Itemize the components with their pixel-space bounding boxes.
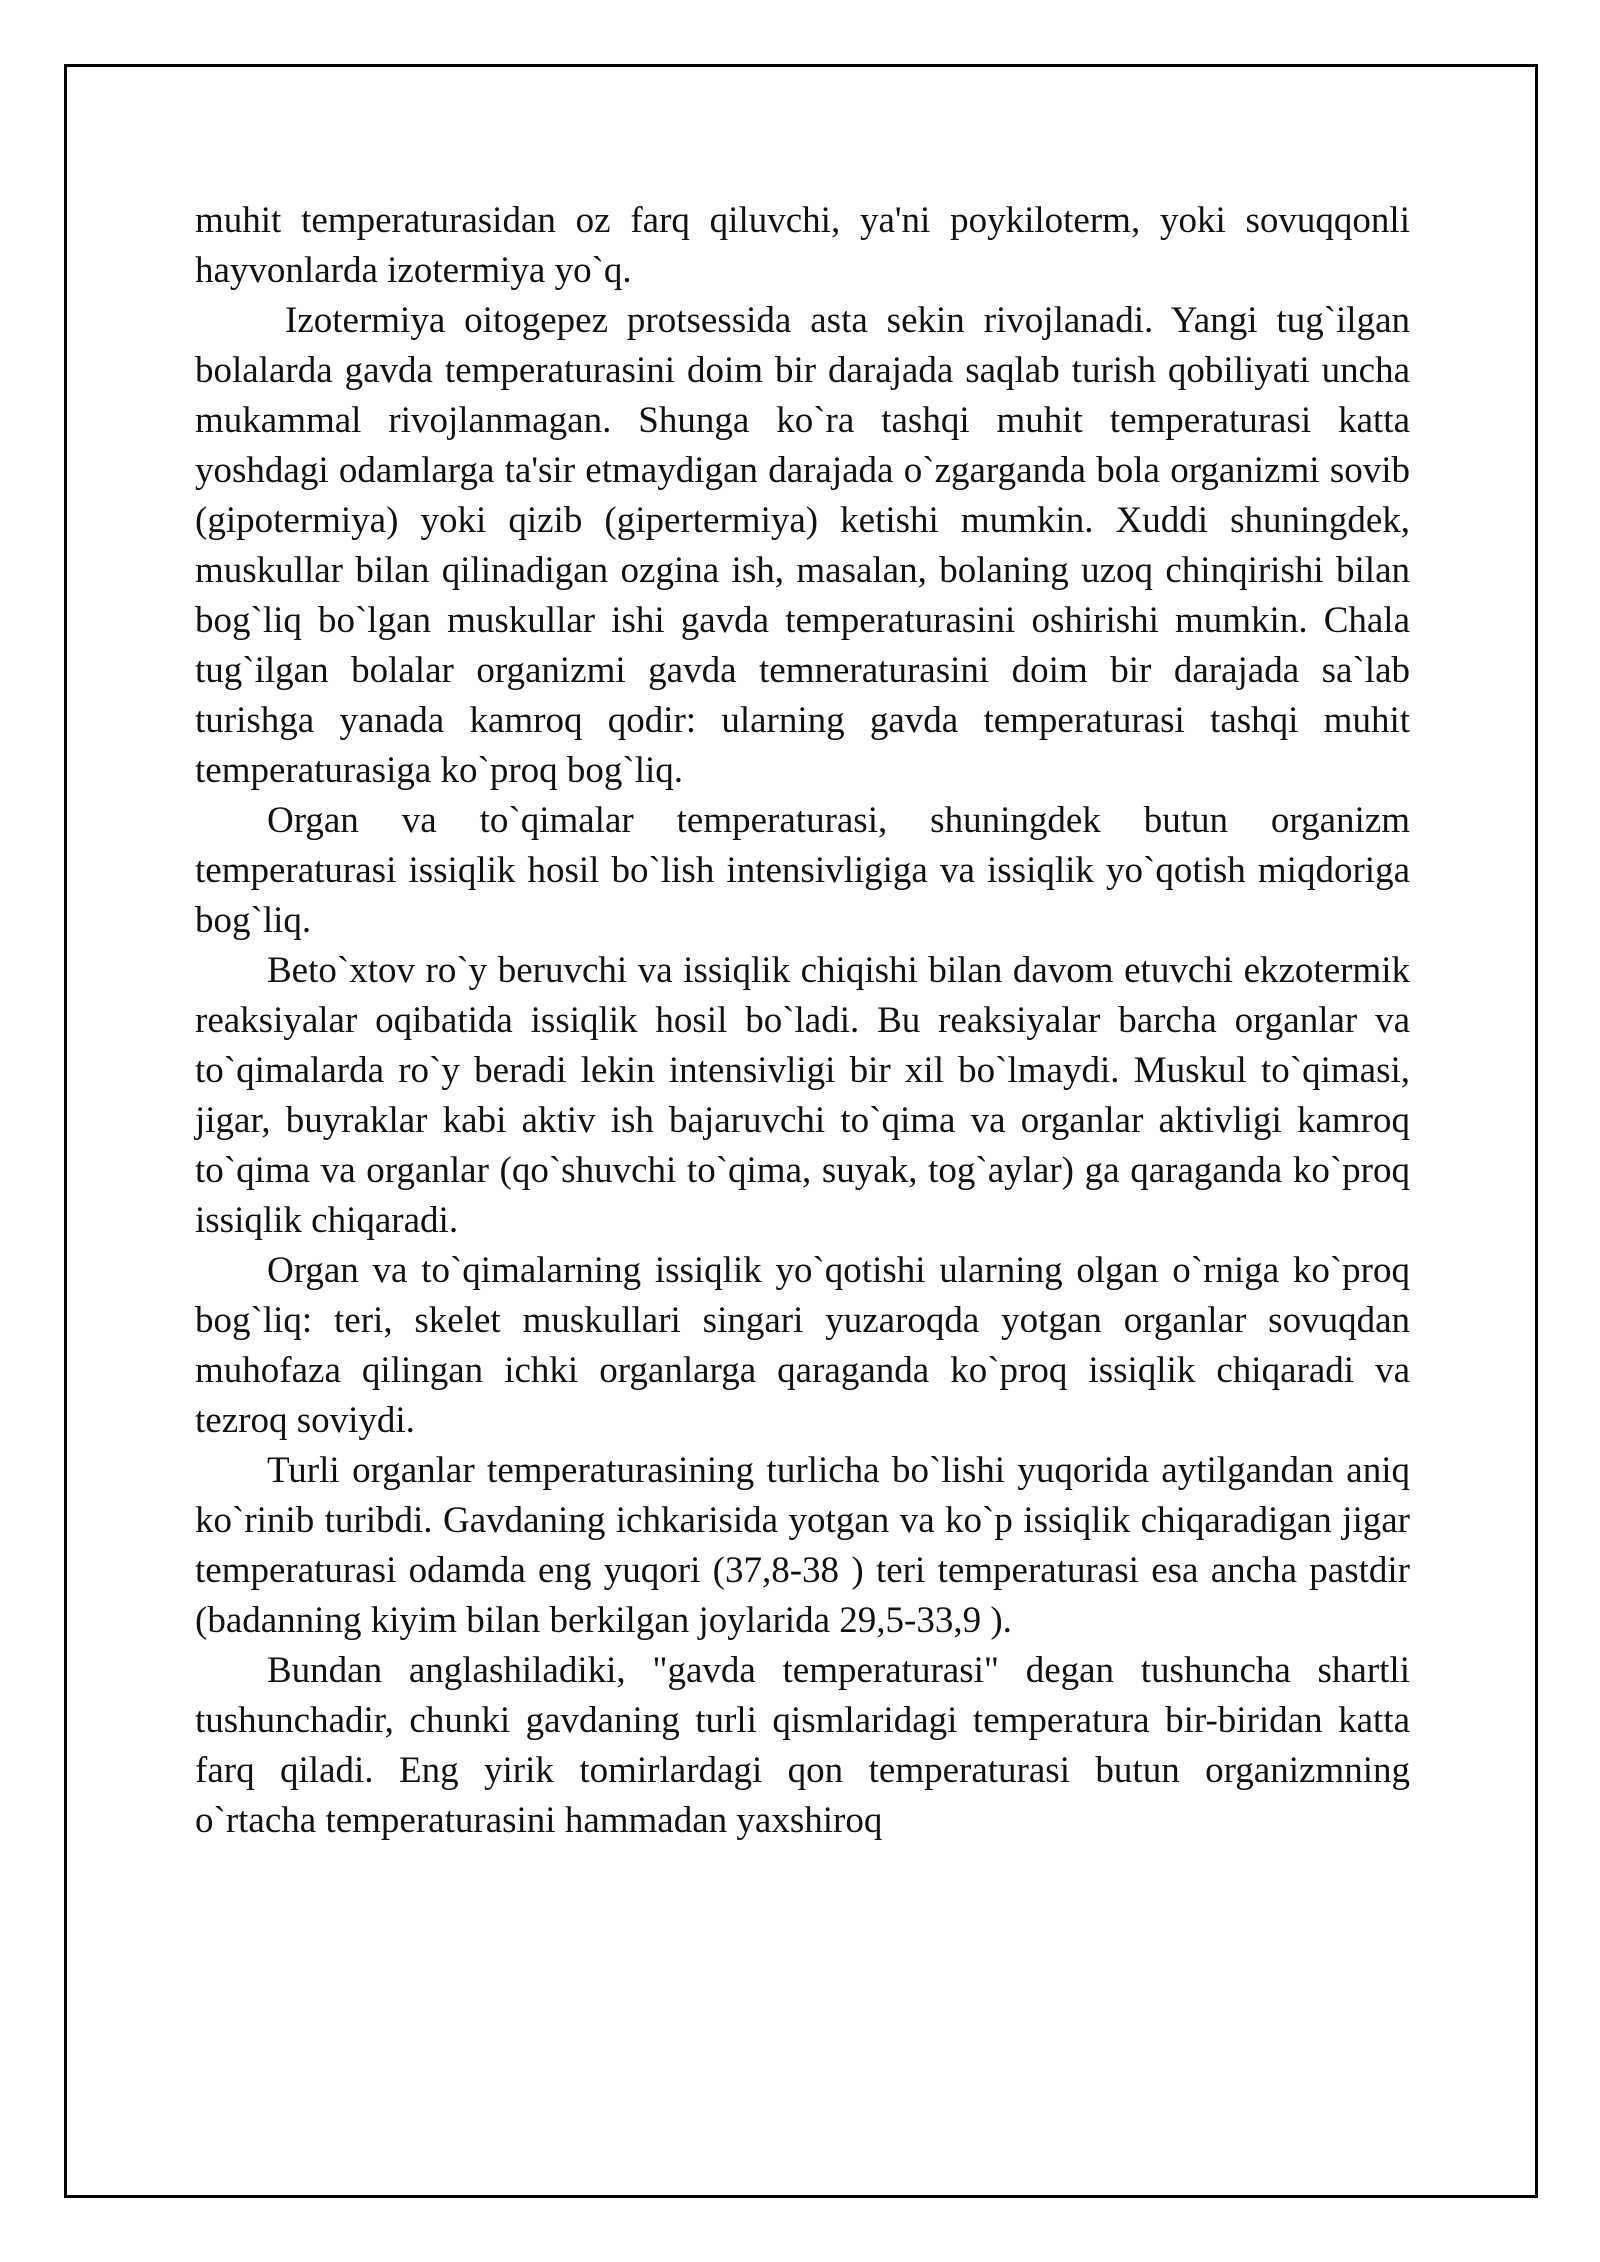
paragraph: Turli organlar temperaturasining turlicha bo`lishi yuqorida aytilgandan aniq ko`rinib turibdi. Gavdaning ichkarisida yotgan va ko`p issiqlik chiqaradigan jigar temperaturasi odamda eng yuqori (37,8-38 ) teri temperaturasi esa ancha pastdir (badanning kiyim bilan berkilgan joylarida 29,5-33,9 ). — [195, 1450, 1410, 1641]
paragraph: Izotermiya oitogepez protsessida asta sekin rivojlanadi. Yangi tug`ilgan bolalarda gavda temperaturasini doim bir darajada saqlab turish qobiliyati uncha mukammal rivojlanmagan. Shunga ko`ra tashqi muhit temperaturasi katta yoshdagi odamlarga ta'sir etmaydigan darajada o`zgarganda bola organizmi sovib (gipotermiya) yoki qizib (gipertermiya) ketishi mumkin. Xuddi shuningdek, muskullar bilan qilinadigan ozgina ish, masalan, bolaning uzoq chinqirishi bilan bog`liq bo`lgan muskullar ishi gavda temperaturasini oshirishi mumkin. Chala tug`ilgan bolalar organizmi gavda temneraturasini doim bir darajada sa`lab turishga yanada kamroq qodir: ularning gavda temperaturasi tashqi muhit temperaturasiga ko`proq bog`liq. — [195, 300, 1410, 791]
paragraph: Bundan anglashiladiki, "gavda temperaturasi" degan tushuncha shartli tushunchadir, chunki gavdaning turli qismlaridagi temperatura bir-biridan katta farq qiladi. Eng yirik tomirlardagi qon temperaturasi butun organizmning o`rtacha temperaturasini hammadan yaxshiroq — [195, 1650, 1410, 1841]
paragraph: muhit temperaturasidan oz farq qiluvchi, ya'ni poykiloterm, yoki sovuqqonli hayvonlarda izotermiya yo`q. — [195, 200, 1410, 291]
document-body — [195, 196, 1410, 1846]
paragraph: Organ va to`qimalarning issiqlik yo`qotishi ularning olgan o`rniga ko`proq bog`liq: teri, skelet muskullari singari yuzaroqda yotgan organlar sovuqdan muhofaza qilingan ichki organlarga qaraganda ko`proq issiqlik chiqaradi va tezroq soviydi. — [195, 1250, 1410, 1441]
paragraph: Beto`xtov ro`y beruvchi va issiqlik chiqishi bilan davom etuvchi ekzotermik reaksiyalar oqibatida issiqlik hosil bo`ladi. Bu reaksiyalar barcha organlar va to`qimalarda ro`y beradi lekin intensivligi bir xil bo`lmaydi. Muskul to`qimasi, jigar, buyraklar kabi aktiv ish bajaruvchi to`qima va organlar aktivligi kamroq to`qima va organlar (qo`shuvchi to`qima, suyak, tog`aylar) ga qaraganda ko`proq issiqlik chiqaradi. — [195, 950, 1410, 1241]
paragraph: Organ va to`qimalar temperaturasi, shuningdek butun organizm temperaturasi issiqlik hosil bo`lish intensivligiga va issiqlik yo`qotish miqdoriga bog`liq. — [195, 800, 1410, 941]
